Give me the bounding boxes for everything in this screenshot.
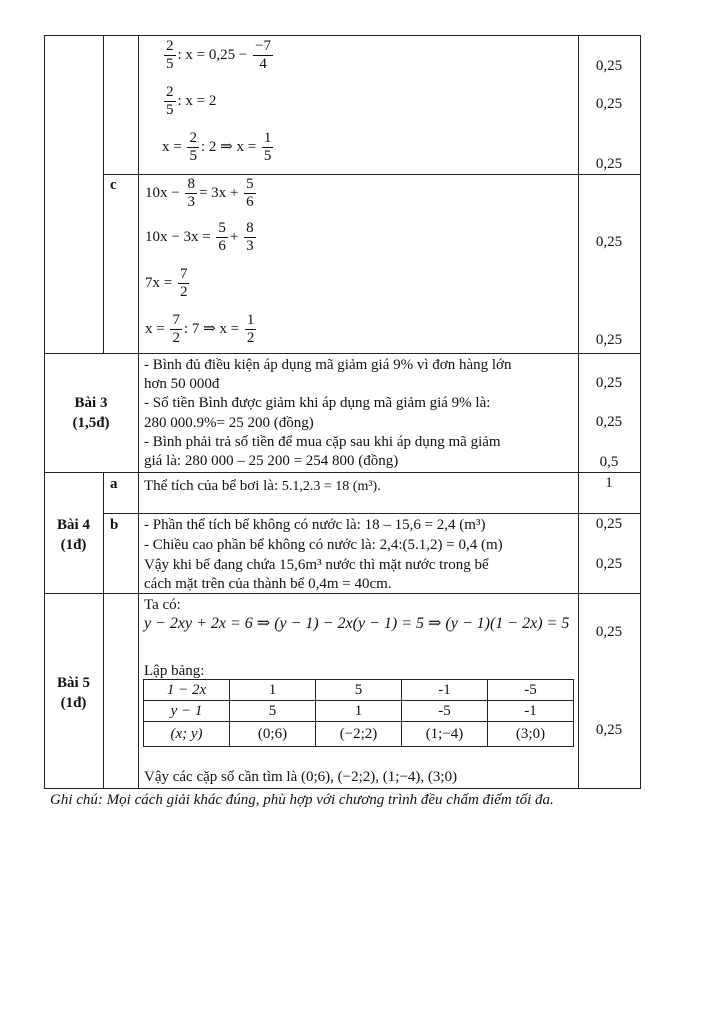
row-divider-c (103, 174, 641, 175)
table-cell: 5 (230, 701, 316, 722)
row-divider-bai3 (44, 353, 641, 354)
table-cell: (−2;2) (316, 722, 402, 747)
table-cell: (3;0) (488, 722, 574, 747)
table-cell: 1 (230, 680, 316, 701)
bai3-line-3: - Số tiền Bình được giảm khi áp dụng mã giảm giá 9% là: (144, 395, 491, 411)
bai3-score-1: 0,25 (595, 375, 623, 391)
c-line-3: 7x = $\frac{7}{2}$ (145, 266, 188, 300)
bai4-b-line-1: - Phần thể tích bể không có nước là: 18 – 15,6 = 2,4 (m³) (144, 517, 486, 533)
bai3-line-1: - Bình đủ điều kiện áp dụng mã giảm giá 9% vì đơn hàng lớn (144, 357, 512, 373)
table-cell: -5 (488, 680, 574, 701)
bai5-intro: Ta có: (144, 597, 181, 613)
prev-score-1: 0,25 (595, 58, 623, 74)
table-cell: 1 − 2x (144, 680, 230, 701)
bai5-score-1: 0,25 (595, 624, 623, 640)
table-border-top (44, 35, 641, 36)
bai3-score-3: 0,5 (599, 454, 619, 470)
bai4-a-label: a (110, 476, 118, 492)
bai5-conclusion: Vậy các cặp số cần tìm là (0;6), (−2;2), (1;−4), (3;0) (144, 769, 458, 785)
bai3-line-5: - Bình phải trả số tiền để mua cặp sau khi áp dụng mã giảm (144, 434, 501, 450)
table-border-col2 (138, 35, 139, 789)
table-row (144, 701, 574, 722)
bai4-b-line-4: cách mặt trên của thành bể 0,4m = 40cm. (144, 576, 392, 592)
row-divider-bai5 (44, 593, 641, 594)
table-cell: (1;−4) (402, 722, 488, 747)
table-cell: y − 1 (144, 701, 230, 722)
table-cell: -1 (402, 680, 488, 701)
bai3-line-6: giá là: 280 000 – 25 200 = 254 800 (đồng) (144, 453, 399, 469)
bai3-title: Bài 3 (74, 395, 108, 411)
row-divider-bai4b (103, 513, 641, 514)
prev-line-2: $\frac{2}{5}$ : x = 2 (166, 84, 217, 118)
bai5-title: Bài 5 (57, 675, 90, 691)
grading-note: Ghi chú: Mọi cách giải khác đúng, phù hợp với chương trình đều chấm điểm tối đa. (50, 792, 554, 808)
bai4-title: Bài 4 (57, 517, 90, 533)
bai3-score-2: 0,25 (595, 414, 623, 430)
bai4-b-line-2: - Chiều cao phần bể không có nước là: 2,4:(5.1,2) = 0,4 (m) (144, 537, 503, 553)
prev-score-3: 0,25 (595, 156, 623, 172)
bai3-line-4: 280 000.9%= 25 200 (đồng) (144, 415, 314, 431)
bai3-points: (1,5đ) (72, 415, 110, 431)
table-border-right (640, 35, 641, 789)
table-border-col3 (578, 35, 579, 789)
bai4-b-score-1: 0,25 (595, 516, 623, 532)
bai4-a-text: Thể tích của bể bơi là: 5.1,2.3 = 18 (m³). (144, 478, 381, 494)
bai4-b-score-2: 0,25 (595, 556, 623, 572)
prev-line-3: x = $\frac{2}{5}$ : 2 ⇒ x = $\frac{1}{5}$ (162, 130, 272, 164)
bai4-b-line-3: Vậy khi bể đang chứa 15,6m³ nước thì mặt nước trong bể (144, 557, 489, 573)
table-cell: (x; y) (144, 722, 230, 747)
bai3-line-2: hơn 50 000đ (144, 376, 220, 392)
prev-line-1: $\frac{2}{5}$ : x = 0,25 − $\frac{-7}{4}$ (166, 38, 272, 72)
c-score-1: 0,25 (595, 234, 623, 250)
bai5-points: (1đ) (60, 695, 87, 711)
part-c-label: c (110, 177, 117, 193)
bai5-table-caption: Lập bảng: (144, 663, 205, 679)
value-table (143, 679, 574, 747)
bai5-score-2: 0,25 (595, 722, 623, 738)
bai3-merge-mask (103, 354, 104, 472)
c-line-2: 10x − 3x = $\frac{5}{6}$ + $\frac{8}{3}$ (145, 220, 254, 254)
c-score-2: 0,25 (595, 332, 623, 348)
table-border-bottom (44, 788, 641, 789)
bai4-points: (1đ) (60, 537, 87, 553)
bai4-a-score: 1 (605, 475, 613, 491)
bai4-b-label: b (110, 517, 119, 533)
table-row (144, 680, 574, 701)
table-cell: 1 (316, 701, 402, 722)
row-divider-bai4 (44, 472, 641, 473)
table-cell: -1 (488, 701, 574, 722)
bai5-equation: y − 2xy + 2x = 6 ⇒ (y − 1) − 2x(y − 1) = 5 ⇒ (y − 1)(1 − 2x) = 5 (144, 615, 570, 632)
table-row (144, 722, 574, 747)
prev-score-2: 0,25 (595, 96, 623, 112)
c-line-4: x = $\frac{7}{2}$ : 7 ⇒ x = $\frac{1}{2}$ (145, 312, 255, 346)
table-cell: 5 (316, 680, 402, 701)
table-cell: (0;6) (230, 722, 316, 747)
table-cell: -5 (402, 701, 488, 722)
c-line-1: 10x − $\frac{8}{3}$ = 3x + $\frac{5}{6}$ (145, 176, 254, 210)
